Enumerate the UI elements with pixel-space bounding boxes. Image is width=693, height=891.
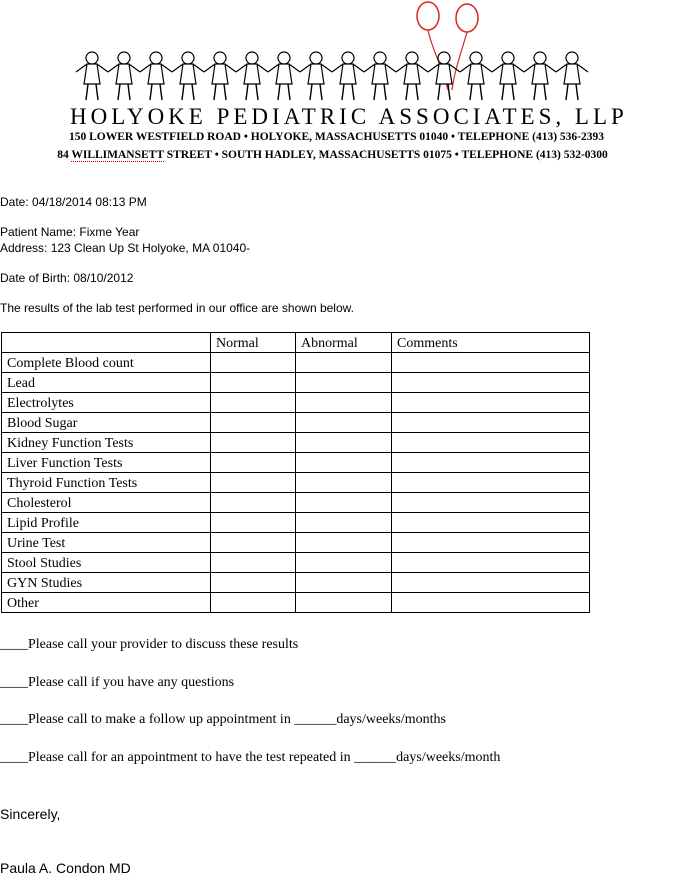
normal-cell: [211, 553, 296, 573]
test-name-cell: GYN Studies: [2, 573, 211, 593]
checklist-item: ____Please call to make a follow up appointment in ______days/weeks/months: [0, 712, 446, 727]
table-row: [2, 553, 590, 573]
test-name-cell: Other: [2, 593, 211, 613]
table-header-row: [2, 333, 590, 353]
normal-cell: [211, 353, 296, 373]
abnormal-cell: [296, 413, 392, 433]
comments-cell: [392, 473, 590, 493]
test-name-cell: Lipid Profile: [2, 513, 211, 533]
normal-cell: [211, 413, 296, 433]
abnormal-cell: [296, 453, 392, 473]
test-name-cell: Lead: [2, 373, 211, 393]
address-line-holyoke: 150 LOWER WESTFIELD ROAD • HOLYOKE, MASSACHUSETTS 01040 • TELEPHONE (413) 536-2393: [68, 131, 604, 143]
patient-address: Address: 123 Clean Up St Holyoke, MA 01040-: [0, 241, 251, 255]
comments-cell: [392, 373, 590, 393]
lab-results-table: [1, 332, 590, 613]
comments-cell: [392, 513, 590, 533]
table-row: [2, 513, 590, 533]
abnormal-cell: [296, 353, 392, 373]
test-name-cell: Kidney Function Tests: [2, 433, 211, 453]
abnormal-cell: [296, 593, 392, 613]
normal-cell: [211, 373, 296, 393]
patient-name: Patient Name: Fixme Year: [0, 225, 140, 239]
column-header-comments: Comments: [392, 333, 590, 353]
table-row: [2, 593, 590, 613]
signer-name: Paula A. Condon MD: [0, 860, 131, 876]
comments-cell: [392, 493, 590, 513]
test-name-cell: Blood Sugar: [2, 413, 211, 433]
normal-cell: [211, 493, 296, 513]
abnormal-cell: [296, 553, 392, 573]
abnormal-cell: [296, 493, 392, 513]
normal-cell: [211, 533, 296, 553]
test-name-cell: Urine Test: [2, 533, 211, 553]
checklist-item: ____Please call for an appointment to have the test repeated in ______days/weeks/month: [0, 750, 501, 765]
salutation: Sincerely,: [0, 806, 61, 822]
comments-cell: [392, 593, 590, 613]
table-row: [2, 413, 590, 433]
abnormal-cell: [296, 373, 392, 393]
intro-text: The results of the lab test performed in our office are shown below.: [0, 301, 354, 315]
address-rest: STREET • SOUTH HADLEY, MASSACHUSETTS 01075 • TELEPHONE (413) 532-0300: [163, 149, 608, 161]
table-row: [2, 493, 590, 513]
column-header: [2, 333, 211, 353]
normal-cell: [211, 393, 296, 413]
comments-cell: [392, 553, 590, 573]
abnormal-cell: [296, 533, 392, 553]
table-row: [2, 373, 590, 393]
table-row: [2, 453, 590, 473]
practice-name: HOLYOKE PEDIATRIC ASSOCIATES, LLP: [70, 104, 628, 129]
comments-cell: [392, 573, 590, 593]
comments-cell: [392, 453, 590, 473]
column-header-normal: Normal: [211, 333, 296, 353]
abnormal-cell: [296, 473, 392, 493]
column-header-abnormal: Abnormal: [296, 333, 392, 353]
table-row: [2, 573, 590, 593]
abnormal-cell: [296, 513, 392, 533]
normal-cell: [211, 573, 296, 593]
letter-date: Date: 04/18/2014 08:13 PM: [0, 195, 147, 209]
checklist-item: ____Please call your provider to discuss these results: [0, 637, 299, 652]
table-row: [2, 433, 590, 453]
street-name: WILLIMANSETT: [71, 149, 164, 161]
children-chain-icon: [76, 52, 588, 100]
normal-cell: [211, 453, 296, 473]
table-row: [2, 353, 590, 373]
date-of-birth: Date of Birth: 08/10/2012: [0, 271, 134, 285]
table-row: [2, 473, 590, 493]
test-name-cell: Electrolytes: [2, 393, 211, 413]
checklist-item: ____Please call if you have any questions: [0, 675, 235, 690]
test-name-cell: Cholesterol: [2, 493, 211, 513]
address-number: 84: [57, 149, 72, 161]
test-name-cell: Liver Function Tests: [2, 453, 211, 473]
normal-cell: [211, 593, 296, 613]
test-name-cell: Thyroid Function Tests: [2, 473, 211, 493]
comments-cell: [392, 413, 590, 433]
test-name-cell: Complete Blood count: [2, 353, 211, 373]
normal-cell: [211, 513, 296, 533]
comments-cell: [392, 353, 590, 373]
abnormal-cell: [296, 433, 392, 453]
test-name-cell: Stool Studies: [2, 553, 211, 573]
normal-cell: [211, 433, 296, 453]
normal-cell: [211, 473, 296, 493]
abnormal-cell: [296, 573, 392, 593]
comments-cell: [392, 533, 590, 553]
comments-cell: [392, 433, 590, 453]
abnormal-cell: [296, 393, 392, 413]
address-line-south-hadley: [0, 149, 679, 161]
comments-cell: [392, 393, 590, 413]
table-row: [2, 393, 590, 413]
table-row: [2, 533, 590, 553]
